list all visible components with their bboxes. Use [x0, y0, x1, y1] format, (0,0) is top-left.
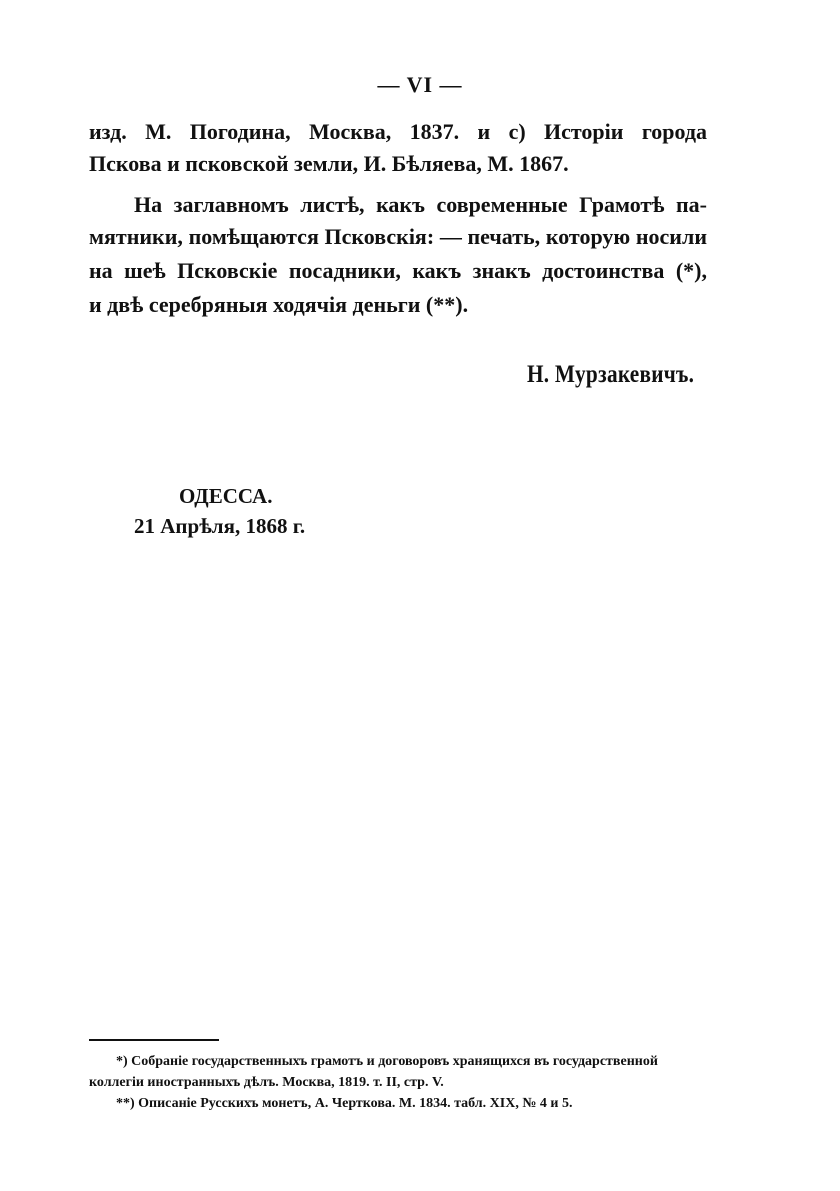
paragraph-2-line-2: мятники, помѣщаются Псковскія: — печать, которую носили [89, 224, 707, 249]
author-signature: Н. Мурзакевичъ. [527, 361, 695, 388]
date-line: 21 Апрѣля, 1868 г. [134, 514, 306, 538]
paragraph-1-line-1: изд. М. Погодина, Москва, 1837. и с) Исторіи города [89, 119, 707, 144]
footnote-1-line-1: *) Собраніе государственныхъ грамотъ и договоровъ хранящихся въ государственной [116, 1054, 658, 1069]
footnote-1-line-2: коллегіи иностранныхъ дѣлъ. Москва, 1819. т. II, стр. V. [89, 1075, 444, 1090]
paragraph-2-line-4: и двѣ серебряныя ходячія деньги (**). [89, 292, 469, 317]
paragraph-2-line-3: на шеѣ Псковскіе посадники, какъ знакъ достоинства (*), [89, 258, 707, 283]
paragraph-1-line-2: Пскова и псковской земли, И. Бѣляева, М. 1867. [89, 151, 569, 176]
place-line: ОДЕССА. [179, 484, 273, 508]
paragraph-2-line-1: На заглавномъ листѣ, какъ современные Грамотѣ па- [134, 192, 707, 217]
page-number: — VI — [377, 72, 463, 97]
footnote-2: **) Описаніе Русскихъ монетъ, А. Черткова. М. 1834. табл. XIX, № 4 и 5. [116, 1096, 573, 1111]
footnote-divider [89, 1039, 219, 1041]
